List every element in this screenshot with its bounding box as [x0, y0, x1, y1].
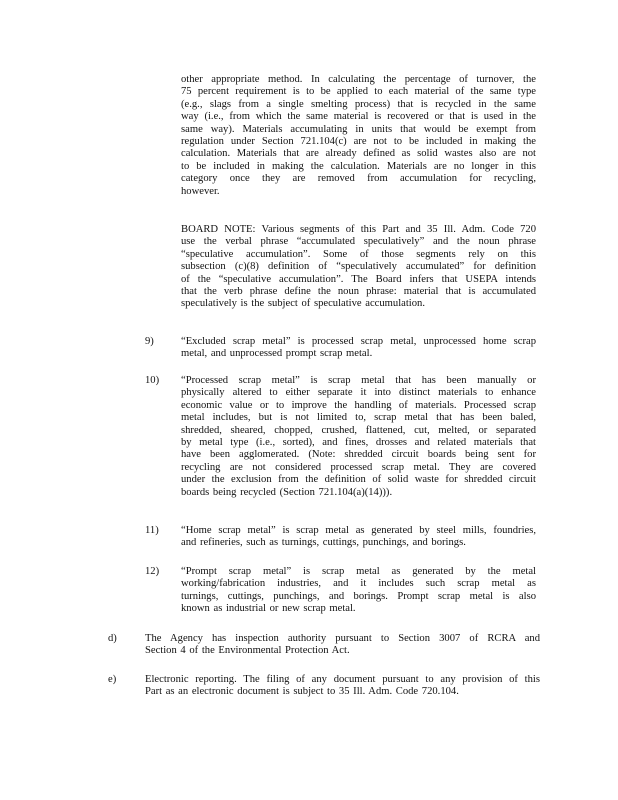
text-line: economic value or to improve the handling of materials. Processed scrap	[181, 399, 536, 411]
text-line: shredded, sheared, chopped, crushed, flattened, cut, melted, or separated	[181, 424, 536, 436]
text-line: use the verbal phrase “accumulated speculatively” and the noun phrase	[181, 236, 536, 248]
text-line: “Excluded scrap metal” is processed scrap metal, unprocessed home scrap	[181, 336, 536, 347]
text-line: Electronic reporting. The filing of any document pursuant to any provision of this	[145, 674, 540, 685]
text-line: category once they are removed from accumulation for recycling,	[181, 173, 536, 185]
text-line: other appropriate method. In calculating the percentage of turnover, the	[181, 74, 536, 85]
item-number: 11)	[145, 525, 159, 536]
text-line: The Agency has inspection authority pursuant to Section 3007 of RCRA and	[145, 633, 540, 644]
text-line: same way). Materials accumulating in units that would be exempt from	[181, 123, 536, 135]
text-line: have been agglomerated. (Note: shredded circuit boards being sent for	[181, 449, 536, 461]
text-line: working/fabrication industries, and it includes such scrap metal as	[181, 578, 536, 590]
text-line: way (i.e., from which the same material is recovered or that is used in the	[181, 111, 536, 123]
text-line: to be included in making the calculation. Materials are no longer in this	[181, 160, 536, 172]
item-number: 10)	[145, 375, 160, 386]
text-line: Part as an electronic document is subject to 35 Ill. Adm. Code 720.104.	[145, 686, 459, 698]
subsection-electronic-reporting	[145, 674, 540, 699]
text-line: and refineries, such as turnings, cuttings, punchings, and borings.	[181, 537, 466, 549]
text-line: of the “speculative accumulation”. The Board infers that USEPA intends	[181, 273, 536, 285]
text-line: (e.g., slags from a single smelting process) that is recycled in the same	[181, 98, 536, 110]
text-line: physically altered to either separate it into distinct materials to enhance	[181, 387, 536, 399]
text-line: turnings, cuttings, punchings, and borings. Prompt scrap metal is also	[181, 590, 536, 602]
text-line: Section 4 of the Environmental Protection Act.	[145, 645, 350, 657]
definition-prompt-scrap-metal	[181, 566, 536, 616]
subsection-letter: d)	[108, 633, 117, 644]
text-line: “Home scrap metal” is scrap metal as generated by steel mills, foundries,	[181, 525, 536, 536]
text-line: however.	[181, 185, 220, 197]
definition-processed-scrap-metal	[181, 375, 536, 499]
text-line: “speculative accumulation”. Some of those segments rely on this	[181, 248, 536, 260]
text-line: regulation under Section 721.104(c) are not to be included in making the	[181, 136, 536, 148]
definition-home-scrap-metal	[181, 525, 536, 550]
text-line: calculation. Materials that are already defined as solid wastes also are not	[181, 148, 536, 160]
text-line: known as industrial or new scrap metal.	[181, 603, 356, 615]
text-line: BOARD NOTE: Various segments of this Part and 35 Ill. Adm. Code 720	[181, 224, 536, 235]
paragraph-turnover-calculation	[181, 74, 536, 198]
item-number: 9)	[145, 336, 154, 347]
subsection-inspection-authority	[145, 633, 540, 658]
definition-excluded-scrap-metal	[181, 336, 536, 361]
text-line: “Prompt scrap metal” is scrap metal as generated by the metal	[181, 566, 536, 577]
item-number: 12)	[145, 566, 160, 577]
text-line: subsection (c)(8) definition of “speculatively accumulated” for definition	[181, 261, 536, 273]
text-line: that the verb phrase define the noun phrase: material that is accumulated	[181, 286, 536, 298]
text-line: 75 percent requirement is to be applied to each material of the same type	[181, 86, 536, 98]
board-note	[181, 224, 536, 311]
text-line: recycling are not considered processed scrap metal. They are covered	[181, 461, 536, 473]
text-line: metal includes, but is not limited to, scrap metal that has been baled,	[181, 412, 536, 424]
text-line: under the exclusion from the definition of solid waste for shredded circuit	[181, 474, 536, 486]
text-line: boards being recycled (Section 721.104(a)(14))).	[181, 486, 393, 498]
subsection-letter: e)	[108, 674, 117, 685]
text-line: “Processed scrap metal” is scrap metal that has been manually or	[181, 375, 536, 386]
text-line: speculatively is the subject of speculative accumulation.	[181, 298, 425, 310]
text-line: metal, and unprocessed prompt scrap metal.	[181, 348, 373, 360]
text-line: by metal type (i.e., sorted), and fines, drosses and related materials that	[181, 437, 536, 449]
